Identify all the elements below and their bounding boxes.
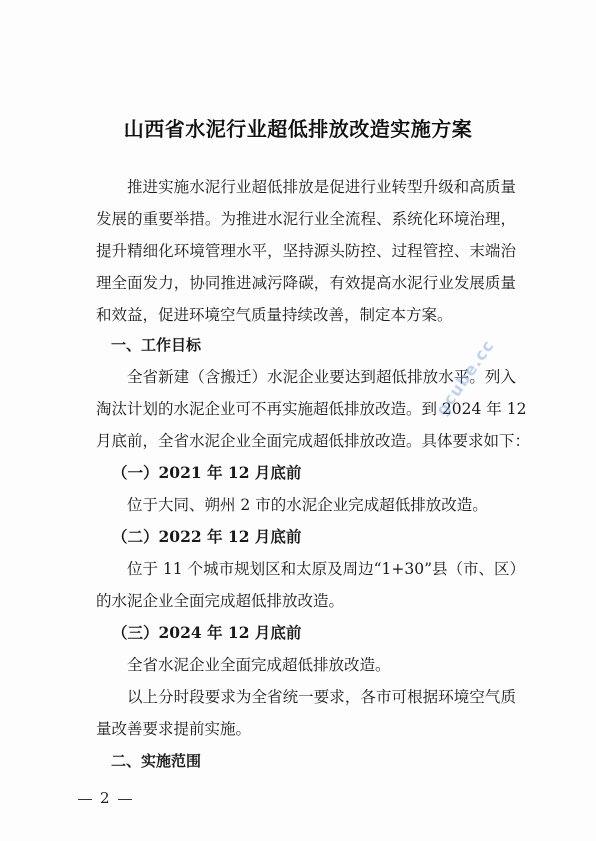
intro-line-3: 提升精细化环境管理水平，坚持源头防控、过程管控、末端治 bbox=[96, 242, 516, 260]
watermark: gcube.cc bbox=[432, 336, 498, 419]
page-number-value: 2 bbox=[100, 789, 110, 807]
text-2022-line-1: 位于 11 个城市规划区和太原及周边“1+30”县（市、区） bbox=[127, 560, 525, 578]
document-title: 山西省水泥行业超低排放改造实施方案 bbox=[123, 117, 473, 141]
goals-line-2: 淘汰计划的水泥企业可不再实施超低排放改造。到 2024 年 12 bbox=[96, 400, 527, 418]
subheading-2022: （二）2022 年 12 月底前 bbox=[112, 527, 302, 546]
goals-line-1: 全省新建（含搬迁）水泥企业要达到超低排放水平。列入 bbox=[127, 368, 516, 386]
page-number bbox=[70, 789, 140, 807]
intro-line-5: 和效益，促进环境空气质量持续改善，制定本方案。 bbox=[96, 306, 453, 324]
intro-line-4: 理全面发力，协同推进减污降碳，有效提高水泥行业发展质量 bbox=[96, 274, 516, 292]
section-heading-goals: 一、工作目标 bbox=[111, 336, 202, 354]
text-2024: 全省水泥企业全面完成超低排放改造。 bbox=[127, 656, 391, 674]
section-heading-scope: 二、实施范围 bbox=[111, 752, 202, 770]
text-2021: 位于大同、朔州 2 市的水泥企业完成超低排放改造。 bbox=[127, 496, 488, 514]
intro-line-1: 推进实施水泥行业超低排放是促进行业转型升级和高质量 bbox=[127, 178, 516, 196]
dash-left bbox=[78, 799, 92, 800]
closing-line-1: 以上分时段要求为全省统一要求，各市可根据环境空气质 bbox=[127, 688, 516, 706]
text-2022-line-2: 的水泥企业全面完成超低排放改造。 bbox=[96, 592, 345, 610]
subheading-2021: （一）2021 年 12 月底前 bbox=[112, 463, 302, 482]
goals-line-3: 月底前，全省水泥企业全面完成超低排放改造。具体要求如下： bbox=[96, 432, 531, 450]
subheading-2024: （三）2024 年 12 月底前 bbox=[112, 623, 302, 642]
intro-line-2: 发展的重要举措。为推进水泥行业全流程、系统化环境治理， bbox=[96, 210, 516, 228]
dash-right bbox=[118, 799, 132, 800]
closing-line-2: 量改善要求提前实施。 bbox=[96, 720, 252, 738]
